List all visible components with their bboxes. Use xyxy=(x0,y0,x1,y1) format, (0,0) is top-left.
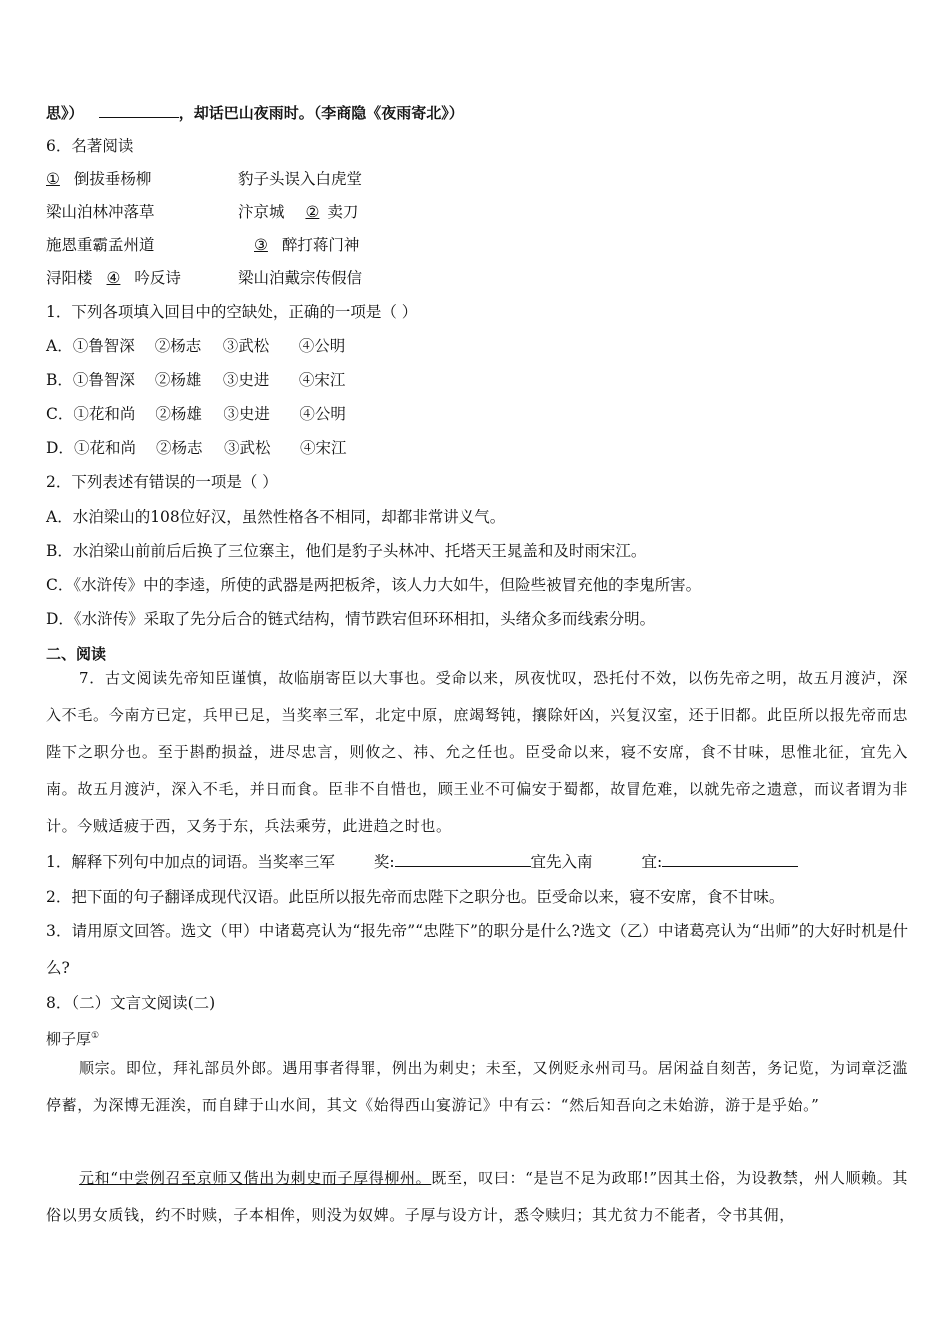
poem-suffix: ，却话巴山夜雨时。（李商隐《夜雨寄北》） xyxy=(178,104,464,122)
q6-sub2-question: 2．下列表述有错误的一项是（ ） xyxy=(46,473,278,491)
q7-sub3: 3．请用原文回答。选文（甲）中诸葛亮认为“报先帝”“忠陛下”的职分是什么?选文（乙）中诸葛亮认为“出师”的大好时机是什么? xyxy=(46,922,908,977)
q6-sub1-option-d[interactable]: D．①花和尚 ②杨志 ③武松 ④宋江 xyxy=(46,439,347,457)
poem-line xyxy=(46,101,464,124)
chapter-4-left: 浔阳楼 ④ 吟反诗 xyxy=(46,269,181,287)
q7-sub2: 2．把下面的句子翻译成现代汉语。此臣所以报先帝而忠陛下之职分也。臣受命以来，寝不安席，食不甘味。 xyxy=(46,888,785,906)
chapter-1-right: 豹子头误入白虎堂 xyxy=(238,170,363,188)
chapter-4-right: 梁山泊戴宗传假信 xyxy=(238,269,363,287)
chapter-blank-3[interactable]: ③ xyxy=(254,236,268,254)
q6-sub2-option-a[interactable]: A．水泊梁山的108位好汉，虽然性格各不相同，却都非常讲义气。 xyxy=(46,508,506,526)
chapter-2-left: 梁山泊林冲落草 xyxy=(46,203,155,221)
q8-paragraph-1: 顺宗。即位，拜礼部员外郎。遇用事者得罪，例出为刺史；未至，又例贬永州司马。居闲益自刻苦，务记览，为词章泛滥停蓄，为深博无涯涘，而自肆于山水间，其文《始得西山宴游记》中有云：“然后知吾向之未始游，游于是乎始。” xyxy=(46,1059,908,1114)
q6-sub1-option-b[interactable]: B．①鲁智深 ②杨雄 ③史进 ④宋江 xyxy=(46,371,346,389)
footnote-marker: ① xyxy=(91,1031,100,1041)
chapter-2-right: 汴京城 ② 卖刀 xyxy=(238,203,359,221)
chapter-3-left: 施恩重霸孟州道 xyxy=(46,236,155,254)
q6-sub1-option-c[interactable]: C．①花和尚 ②杨雄 ③史进 ④公明 xyxy=(46,405,346,423)
chapter-blank-4[interactable]: ④ xyxy=(106,269,121,287)
answer-blank-1[interactable] xyxy=(395,850,531,867)
chapter-3-right: ③ 醉打蒋门神 xyxy=(238,234,359,256)
poem-blank[interactable] xyxy=(99,101,179,118)
q7-sub1: 1．解释下列句中加点的词语。当奖率三军 奖: 宜先入南 宜: xyxy=(46,850,798,873)
q6-title: 6．名著阅读 xyxy=(46,137,134,155)
q6-sub1-option-a[interactable]: A．①鲁智深 ②杨志 ③武松 ④公明 xyxy=(46,337,346,355)
q8-paragraph-2: 元和“中尝例召至京师又偕出为刺史而子厚得柳州。既至，叹曰：“是岂不足为政耶!”因其土俗，为设教禁，州人顺赖。其俗以男女质钱，约不时赎，子本相侔，则没为奴婢。子厚与设方计，悉令赎归；其尤贫力不能者，令书其佣， xyxy=(46,1169,908,1224)
q6-sub2-option-d[interactable]: D．《水浒传》采取了先分后合的链式结构，情节跌宕但环环相扣，头绪众多而线索分明。 xyxy=(46,610,656,628)
chapter-blank-2[interactable]: ② xyxy=(305,203,320,221)
q6-sub2-option-c[interactable]: C．《水浒传》中的李逵，所使的武器是两把板斧，该人力大如牛，但险些被冒充他的李鬼所害。 xyxy=(46,576,702,594)
underlined-sentence: 元和“中尝例召至京师又偕出为刺史而子厚得柳州。 xyxy=(79,1169,432,1187)
q8-subtitle: 柳子厚① xyxy=(46,1030,100,1048)
section-heading: 二、阅读 xyxy=(46,645,107,663)
q6-sub1-question: 1．下列各项填入回目中的空缺处，正确的一项是（ ） xyxy=(46,303,418,321)
q7-passage: 7．古文阅读先帝知臣谨慎，故临崩寄臣以大事也。受命以来，夙夜忧叹，恐托付不效，以伤先帝之明，故五月渡泸，深入不毛。今南方已定，兵甲已足，当奖率三军，北定中原，庶竭驽钝，攘除奸凶，兴复汉室，还于旧都。此臣所以报先帝而忠陛下之职分也。至于斟酌损益，进尽忠言，则攸之、祎、允之任也。臣受命以来，寝不安席，食不甘味，思惟北征，宜先入南。故五月渡泸，深入不毛，并日而食。臣非不自惜也，顾王业不可偏安于蜀都，故冒危难，以就先帝之遗意，而议者谓为非计。今贼适疲于西，又务于东，兵法乘劳，此进趋之时也。 xyxy=(46,669,908,835)
chapter-blank-1[interactable]: ① xyxy=(46,170,60,188)
poem-prefix: 思》） xyxy=(46,104,84,122)
q8-title: 8．（二）文言文阅读(二) xyxy=(46,994,216,1012)
q6-sub2-option-b[interactable]: B．水泊梁山前前后后换了三位寨主，他们是豹子头林冲、托塔天王晁盖和及时雨宋江。 xyxy=(46,542,647,560)
chapter-1-left: ① 倒拔垂杨柳 xyxy=(46,170,152,188)
answer-blank-2[interactable] xyxy=(662,850,798,867)
